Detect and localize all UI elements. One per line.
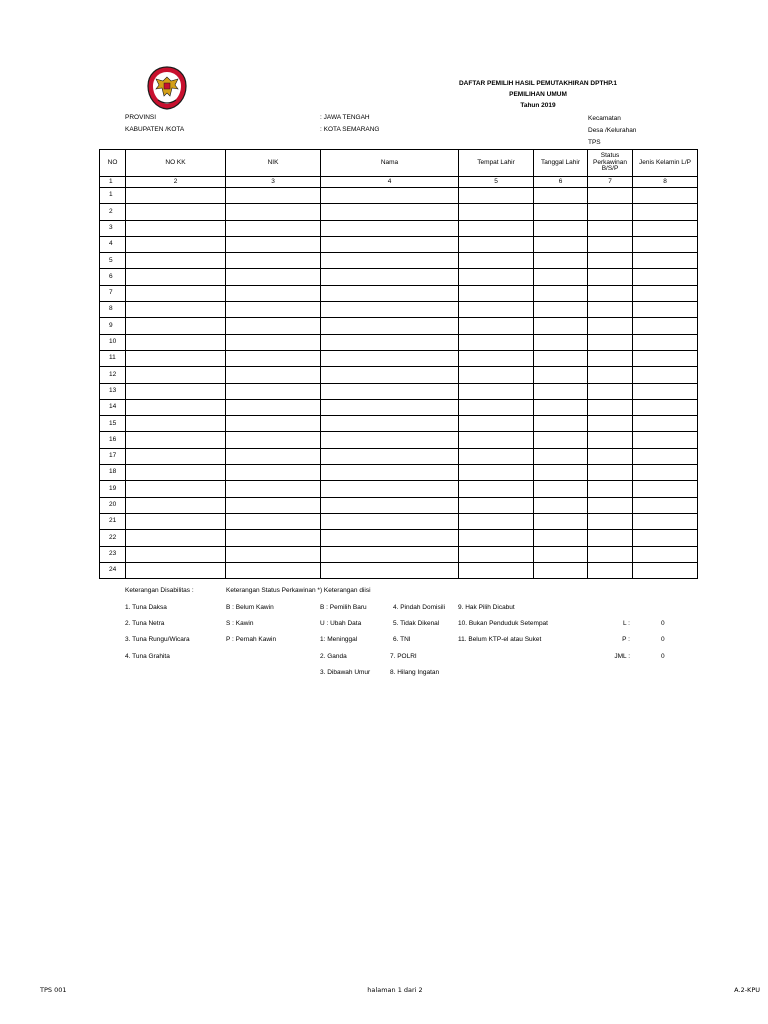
row-number: 12 [100, 367, 126, 383]
col-header-tempat-lahir: Tempat Lahir [459, 150, 534, 177]
kecamatan-label: Kecamatan [588, 115, 621, 122]
table-cell [226, 269, 321, 285]
table-cell [633, 236, 698, 252]
table-cell [633, 448, 698, 464]
table-cell [126, 513, 226, 529]
summary-jml-value: 0 [661, 653, 665, 660]
table-cell [226, 204, 321, 220]
table-cell [459, 350, 534, 366]
summary-p-label: P : [622, 636, 630, 643]
table-cell [633, 253, 698, 269]
table-cell [226, 383, 321, 399]
table-cell [126, 530, 226, 546]
table-cell [633, 334, 698, 350]
table-cell [226, 546, 321, 562]
summary-p-value: 0 [661, 636, 665, 643]
table-cell [321, 465, 459, 481]
table-cell [126, 383, 226, 399]
row-number: 22 [100, 530, 126, 546]
table-cell [321, 220, 459, 236]
table-row [100, 220, 698, 236]
table-cell [588, 302, 633, 318]
table-cell [534, 253, 588, 269]
table-cell [459, 448, 534, 464]
table-row [100, 253, 698, 269]
table-cell [126, 334, 226, 350]
table-cell [226, 220, 321, 236]
table-row [100, 236, 698, 252]
table-cell [534, 236, 588, 252]
table-cell [459, 220, 534, 236]
table-cell [633, 383, 698, 399]
table-cell [534, 465, 588, 481]
legend-keterangan-item: 2. Ganda [320, 653, 347, 660]
legend-keterangan-item: B : Pemilih Baru [320, 604, 367, 611]
table-cell [588, 188, 633, 204]
table-cell [459, 253, 534, 269]
table-cell [588, 546, 633, 562]
table-cell [633, 285, 698, 301]
table-cell [633, 465, 698, 481]
table-cell [126, 350, 226, 366]
row-number: 16 [100, 432, 126, 448]
table-row [100, 399, 698, 415]
legend-keterangan-item: 3. Dibawah Umur [320, 669, 371, 676]
table-cell [126, 188, 226, 204]
table-cell [588, 367, 633, 383]
table-cell [633, 497, 698, 513]
legend-keterangan-item: 9. Hak Pilih Dicabut [458, 604, 515, 611]
table-cell [126, 269, 226, 285]
table-cell [588, 318, 633, 334]
table-cell [459, 204, 534, 220]
table-cell [534, 285, 588, 301]
table-cell [126, 481, 226, 497]
legend-keterangan-item: 10. Bukan Penduduk Setempat [458, 620, 548, 627]
table-cell [321, 318, 459, 334]
table-cell [534, 188, 588, 204]
table-cell [588, 432, 633, 448]
table-cell [126, 302, 226, 318]
table-cell [633, 350, 698, 366]
table-cell [226, 302, 321, 318]
table-row [100, 318, 698, 334]
table-row [100, 497, 698, 513]
form-subtitle: PEMILIHAN UMUM [509, 91, 567, 98]
table-cell [534, 204, 588, 220]
table-cell [588, 416, 633, 432]
table-cell [588, 497, 633, 513]
table-cell [633, 546, 698, 562]
table-row [100, 285, 698, 301]
table-cell [226, 399, 321, 415]
col-number: 7 [588, 177, 633, 188]
table-cell [321, 188, 459, 204]
table-cell [633, 188, 698, 204]
table-cell [459, 269, 534, 285]
col-number: 1 [100, 177, 126, 188]
table-cell [633, 220, 698, 236]
table-cell [321, 236, 459, 252]
table-row [100, 334, 698, 350]
table-cell [588, 530, 633, 546]
table-cell [459, 546, 534, 562]
legend-keterangan-item: 6. TNI [393, 636, 411, 643]
table-column-number-row [100, 177, 698, 188]
col-number: 4 [321, 177, 459, 188]
legend-disabilitas-item: 2. Tuna Netra [125, 620, 165, 627]
table-cell [633, 204, 698, 220]
table-cell [459, 318, 534, 334]
col-number: 5 [459, 177, 534, 188]
table-cell [126, 448, 226, 464]
table-cell [321, 497, 459, 513]
table-cell [126, 562, 226, 578]
table-cell [226, 188, 321, 204]
table-cell [321, 204, 459, 220]
col-number: 2 [126, 177, 226, 188]
table-row [100, 432, 698, 448]
table-cell [126, 546, 226, 562]
table-cell [534, 220, 588, 236]
table-cell [588, 236, 633, 252]
row-number: 18 [100, 465, 126, 481]
summary-l-label: L : [623, 620, 630, 627]
table-row [100, 367, 698, 383]
table-cell [321, 416, 459, 432]
row-number: 15 [100, 416, 126, 432]
table-cell [588, 220, 633, 236]
table-cell [534, 302, 588, 318]
table-cell [459, 416, 534, 432]
row-number: 9 [100, 318, 126, 334]
table-cell [321, 432, 459, 448]
legend-keterangan-item: U : Ubah Data [320, 620, 362, 627]
col-header-nama: Nama [321, 150, 459, 177]
legend-keterangan-item: 7. POLRI [390, 653, 417, 660]
table-cell [588, 285, 633, 301]
table-cell [534, 399, 588, 415]
row-number: 5 [100, 253, 126, 269]
table-row [100, 416, 698, 432]
legend-disabilitas-item: 1. Tuna Daksa [125, 604, 167, 611]
table-cell [459, 530, 534, 546]
table-row [100, 530, 698, 546]
table-cell [633, 367, 698, 383]
table-row [100, 481, 698, 497]
col-header-status-perkawinan: Status Perkawinan B/S/P [588, 150, 633, 177]
table-cell [321, 562, 459, 578]
table-cell [321, 383, 459, 399]
legend-keterangan-item: 1: Meninggal [320, 636, 358, 643]
table-cell [321, 481, 459, 497]
table-cell [459, 334, 534, 350]
table-cell [321, 350, 459, 366]
table-cell [126, 465, 226, 481]
table-cell [226, 497, 321, 513]
table-cell [226, 334, 321, 350]
table-row [100, 383, 698, 399]
table-cell [321, 546, 459, 562]
table-row [100, 350, 698, 366]
table-cell [459, 188, 534, 204]
table-row [100, 448, 698, 464]
table-cell [226, 416, 321, 432]
legend-keterangan-item: 11. Belum KTP-el atau Suket [458, 636, 542, 643]
table-cell [534, 383, 588, 399]
table-cell [226, 253, 321, 269]
table-cell [126, 416, 226, 432]
table-cell [633, 562, 698, 578]
disabilitas-title: Keterangan Disabilitas : [125, 587, 194, 594]
row-number: 23 [100, 546, 126, 562]
table-cell [321, 367, 459, 383]
table-cell [226, 367, 321, 383]
table-cell [226, 432, 321, 448]
table-cell [459, 562, 534, 578]
table-cell [459, 302, 534, 318]
legend-perkawinan-item: S : Kawin [226, 620, 254, 627]
table-cell [321, 399, 459, 415]
table-cell [126, 285, 226, 301]
footer-form-code: A.2-KPU [734, 986, 760, 994]
table-cell [534, 481, 588, 497]
table-cell [588, 399, 633, 415]
row-number: 17 [100, 448, 126, 464]
table-cell [226, 481, 321, 497]
col-header-no: NO [100, 150, 126, 177]
table-row [100, 546, 698, 562]
table-cell [534, 350, 588, 366]
table-cell [633, 416, 698, 432]
table-cell [226, 465, 321, 481]
table-row [100, 513, 698, 529]
table-cell [588, 204, 633, 220]
col-number: 8 [633, 177, 698, 188]
table-cell [633, 513, 698, 529]
table-cell [321, 253, 459, 269]
table-row [100, 302, 698, 318]
table-cell [588, 465, 633, 481]
row-number: 4 [100, 236, 126, 252]
table-cell [321, 513, 459, 529]
row-number: 11 [100, 350, 126, 366]
table-cell [126, 432, 226, 448]
col-header-no-kk: NO KK [126, 150, 226, 177]
perkawinan-title: Keterangan Status Perkawinan *) Keterangan diisi [226, 587, 371, 594]
table-cell [226, 530, 321, 546]
col-header-jenis-kelamin: Jenis Kelamin L/P [633, 150, 698, 177]
desa-label: Desa /Kelurahan [588, 127, 637, 134]
col-number: 6 [534, 177, 588, 188]
table-row [100, 269, 698, 285]
table-cell [126, 318, 226, 334]
voter-table [99, 149, 698, 579]
legend-keterangan-item: 4. Pindah Domisili [393, 604, 446, 611]
table-cell [534, 513, 588, 529]
table-cell [588, 513, 633, 529]
legend-perkawinan-item: P : Pernah Kawin [226, 636, 277, 643]
summary-jml-label: JML : [614, 653, 630, 660]
legend-keterangan-item: 8. Hilang Ingatan [390, 669, 440, 676]
table-cell [588, 253, 633, 269]
table-cell [534, 318, 588, 334]
row-number: 19 [100, 481, 126, 497]
table-row [100, 465, 698, 481]
kpu-logo-icon [146, 66, 188, 110]
table-cell [459, 236, 534, 252]
table-cell [126, 497, 226, 513]
col-header-nik: NIK [226, 150, 321, 177]
form-title: DAFTAR PEMILIH HASIL PEMUTAKHIRAN DPTHP.1 [458, 80, 618, 87]
table-cell [459, 497, 534, 513]
provinsi-value: : JAWA TENGAH [320, 114, 370, 121]
table-cell [226, 236, 321, 252]
row-number: 10 [100, 334, 126, 350]
table-body [100, 188, 698, 579]
footer-page: halaman 1 dari 2 [367, 986, 423, 994]
legend-keterangan-item: 5. Tidak Dikenal [393, 620, 440, 627]
legend-disabilitas-item: 3. Tuna Rungu/Wicara [125, 636, 190, 643]
table-cell [459, 383, 534, 399]
summary-l-value: 0 [661, 620, 665, 627]
kabupaten-value: : KOTA SEMARANG [320, 126, 380, 133]
table-cell [226, 318, 321, 334]
table-cell [633, 399, 698, 415]
legend-perkawinan-item: B : Belum Kawin [226, 604, 274, 611]
row-number: 21 [100, 513, 126, 529]
row-number: 13 [100, 383, 126, 399]
form-year: Tahun 2019 [520, 102, 556, 109]
legend-disabilitas-item: 4. Tuna Grahita [125, 653, 170, 660]
table-cell [534, 367, 588, 383]
table-row [100, 188, 698, 204]
row-number: 14 [100, 399, 126, 415]
table-cell [126, 253, 226, 269]
table-cell [534, 432, 588, 448]
col-number: 3 [226, 177, 321, 188]
footer-tps: TPS 001 [40, 986, 67, 994]
tps-label: TPS [588, 139, 601, 146]
table-cell [126, 367, 226, 383]
table-cell [226, 513, 321, 529]
table-row [100, 204, 698, 220]
table-cell [459, 399, 534, 415]
row-number: 7 [100, 285, 126, 301]
table-header-row [100, 150, 698, 177]
table-cell [633, 302, 698, 318]
table-cell [633, 432, 698, 448]
table-cell [588, 481, 633, 497]
table-cell [534, 334, 588, 350]
table-cell [534, 530, 588, 546]
table-cell [588, 350, 633, 366]
table-cell [588, 448, 633, 464]
table-cell [534, 269, 588, 285]
table-cell [588, 383, 633, 399]
table-cell [126, 204, 226, 220]
table-cell [321, 269, 459, 285]
table-cell [321, 285, 459, 301]
table-cell [226, 285, 321, 301]
table-cell [459, 432, 534, 448]
table-cell [321, 530, 459, 546]
table-row [100, 562, 698, 578]
table-cell [226, 350, 321, 366]
table-cell [126, 236, 226, 252]
table-cell [126, 220, 226, 236]
table-cell [534, 497, 588, 513]
table-cell [534, 416, 588, 432]
table-cell [226, 448, 321, 464]
table-cell [588, 562, 633, 578]
row-number: 2 [100, 204, 126, 220]
row-number: 3 [100, 220, 126, 236]
table-cell [459, 513, 534, 529]
row-number: 24 [100, 562, 126, 578]
row-number: 20 [100, 497, 126, 513]
kabupaten-label: KABUPATEN /KOTA [125, 126, 185, 133]
table-cell [459, 481, 534, 497]
table-cell [633, 530, 698, 546]
table-cell [534, 546, 588, 562]
row-number: 1 [100, 188, 126, 204]
table-cell [126, 399, 226, 415]
table-cell [459, 285, 534, 301]
row-number: 8 [100, 302, 126, 318]
table-cell [633, 318, 698, 334]
table-cell [459, 465, 534, 481]
table-cell [534, 448, 588, 464]
col-header-tanggal-lahir: Tanggal Lahir [534, 150, 588, 177]
table-cell [588, 334, 633, 350]
provinsi-label: PROVINSI [125, 114, 157, 121]
table-cell [459, 367, 534, 383]
table-cell [321, 334, 459, 350]
table-cell [633, 481, 698, 497]
table-cell [588, 269, 633, 285]
table-cell [321, 302, 459, 318]
table-cell [534, 562, 588, 578]
table-cell [633, 269, 698, 285]
table-cell [226, 562, 321, 578]
table-cell [321, 448, 459, 464]
row-number: 6 [100, 269, 126, 285]
